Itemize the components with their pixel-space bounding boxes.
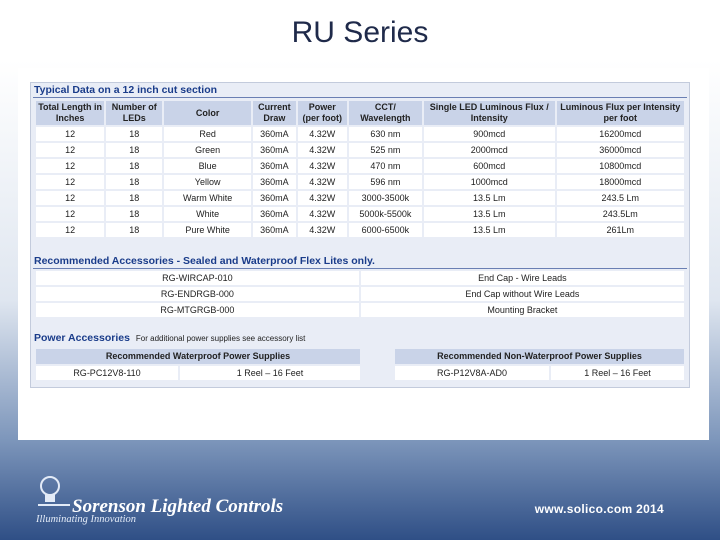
column-header: Number of LEDs — [106, 101, 162, 125]
typical-data-heading: Typical Data on a 12 inch cut section — [34, 84, 218, 96]
table-cell: 360mA — [253, 207, 296, 221]
table-cell: 18 — [106, 191, 162, 205]
table-cell: 360mA — [253, 223, 296, 237]
waterproof-desc: 1 Reel – 16 Feet — [180, 366, 360, 380]
table-cell: 3000-3500k — [349, 191, 422, 205]
table-cell: 4.32W — [298, 127, 347, 141]
accessory-part-number: RG-ENDRGB-000 — [36, 287, 359, 301]
table-cell: 243.5Lm — [557, 207, 684, 221]
column-header: Total Length in Inches — [36, 101, 104, 125]
table-cell: 13.5 Lm — [424, 191, 554, 205]
table-cell: 4.32W — [298, 223, 347, 237]
table-cell: 596 nm — [349, 175, 422, 189]
logo-name: Sorenson Lighted Controls — [72, 496, 284, 517]
waterproof-power-table — [34, 347, 362, 382]
non-waterproof-header: Recommended Non-Waterproof Power Supplies — [395, 349, 684, 364]
table-cell: 600mcd — [424, 159, 554, 173]
table-cell: 360mA — [253, 127, 296, 141]
company-logo — [34, 474, 294, 528]
waterproof-header: Recommended Waterproof Power Supplies — [36, 349, 360, 364]
table-cell: 6000-6500k — [349, 223, 422, 237]
table-cell: Yellow — [164, 175, 251, 189]
accessory-description: End Cap without Wire Leads — [361, 287, 684, 301]
table-cell: 360mA — [253, 159, 296, 173]
spec-sheet — [30, 82, 690, 388]
table-cell: 18 — [106, 159, 162, 173]
column-header: Current Draw — [253, 101, 296, 125]
table-row — [36, 223, 684, 237]
table-cell: 18 — [106, 127, 162, 141]
typical-data-table — [34, 99, 686, 239]
accessories-heading: Recommended Accessories - Sealed and Waterproof Flex Lites only. — [34, 255, 375, 267]
table-cell: 12 — [36, 207, 104, 221]
table-row — [36, 159, 684, 173]
accessory-row — [36, 271, 684, 285]
table-header-row — [36, 101, 684, 125]
table-cell: 900mcd — [424, 127, 554, 141]
table-cell: Blue — [164, 159, 251, 173]
table-cell: 4.32W — [298, 159, 347, 173]
table-cell: 12 — [36, 127, 104, 141]
table-cell: 360mA — [253, 191, 296, 205]
logo-tagline: Illuminating Innovation — [36, 514, 137, 525]
power-accessories-heading — [34, 332, 305, 344]
table-row — [36, 175, 684, 189]
table-cell: 12 — [36, 223, 104, 237]
waterproof-part: RG-PC12V8-110 — [36, 366, 178, 380]
table-cell: Red — [164, 127, 251, 141]
table-cell: 4.32W — [298, 207, 347, 221]
table-cell: 18 — [106, 207, 162, 221]
table-cell: 12 — [36, 175, 104, 189]
non-waterproof-power-table — [393, 347, 686, 382]
accessory-part-number: RG-WIRCAP-010 — [36, 271, 359, 285]
lightbulb-logo-icon — [36, 474, 72, 508]
table-cell: 13.5 Lm — [424, 207, 554, 221]
table-row — [36, 207, 684, 221]
non-waterproof-part: RG-P12V8A-AD0 — [395, 366, 549, 380]
slide-title: RU Series — [291, 16, 429, 49]
table-cell: 360mA — [253, 175, 296, 189]
accessories-table — [34, 269, 686, 319]
table-cell: 4.32W — [298, 143, 347, 157]
table-row — [36, 127, 684, 141]
table-cell: 360mA — [253, 143, 296, 157]
column-header: Power (per foot) — [298, 101, 347, 125]
table-cell: 2000mcd — [424, 143, 554, 157]
table-cell: Warm White — [164, 191, 251, 205]
accessory-row — [36, 287, 684, 301]
table-cell: 36000mcd — [557, 143, 684, 157]
table-row — [36, 143, 684, 157]
table-cell: 13.5 Lm — [424, 223, 554, 237]
divider — [33, 97, 687, 98]
table-cell: 12 — [36, 159, 104, 173]
table-cell: 18 — [106, 175, 162, 189]
accessory-part-number: RG-MTGRGB-000 — [36, 303, 359, 317]
accessory-row — [36, 303, 684, 317]
table-cell: Green — [164, 143, 251, 157]
table-cell: 4.32W — [298, 175, 347, 189]
accessory-description: End Cap - Wire Leads — [361, 271, 684, 285]
power-heading-text: Power Accessories — [34, 332, 130, 344]
table-cell: 243.5 Lm — [557, 191, 684, 205]
table-cell: 525 nm — [349, 143, 422, 157]
column-header: Luminous Flux per Intensity per foot — [557, 101, 684, 125]
table-cell: 18000mcd — [557, 175, 684, 189]
column-header: CCT/ Wavelength — [349, 101, 422, 125]
table-cell: 630 nm — [349, 127, 422, 141]
table-row — [36, 366, 360, 380]
table-cell: 1000mcd — [424, 175, 554, 189]
table-cell: 12 — [36, 191, 104, 205]
non-waterproof-desc: 1 Reel – 16 Feet — [551, 366, 684, 380]
accessory-description: Mounting Bracket — [361, 303, 684, 317]
table-row — [36, 191, 684, 205]
table-cell: 4.32W — [298, 191, 347, 205]
table-cell: Pure White — [164, 223, 251, 237]
table-cell: 12 — [36, 143, 104, 157]
table-cell: 18 — [106, 223, 162, 237]
column-header: Color — [164, 101, 251, 125]
table-cell: 18 — [106, 143, 162, 157]
column-header: Single LED Luminous Flux / Intensity — [424, 101, 554, 125]
table-cell: 16200mcd — [557, 127, 684, 141]
table-cell: 10800mcd — [557, 159, 684, 173]
table-cell: 470 nm — [349, 159, 422, 173]
table-cell: 261Lm — [557, 223, 684, 237]
website-url: www.solico.com 2014 — [534, 502, 664, 516]
table-cell: 5000k-5500k — [349, 207, 422, 221]
power-note: For additional power supplies see accessory list — [135, 334, 306, 343]
table-row — [395, 366, 684, 380]
table-cell: White — [164, 207, 251, 221]
